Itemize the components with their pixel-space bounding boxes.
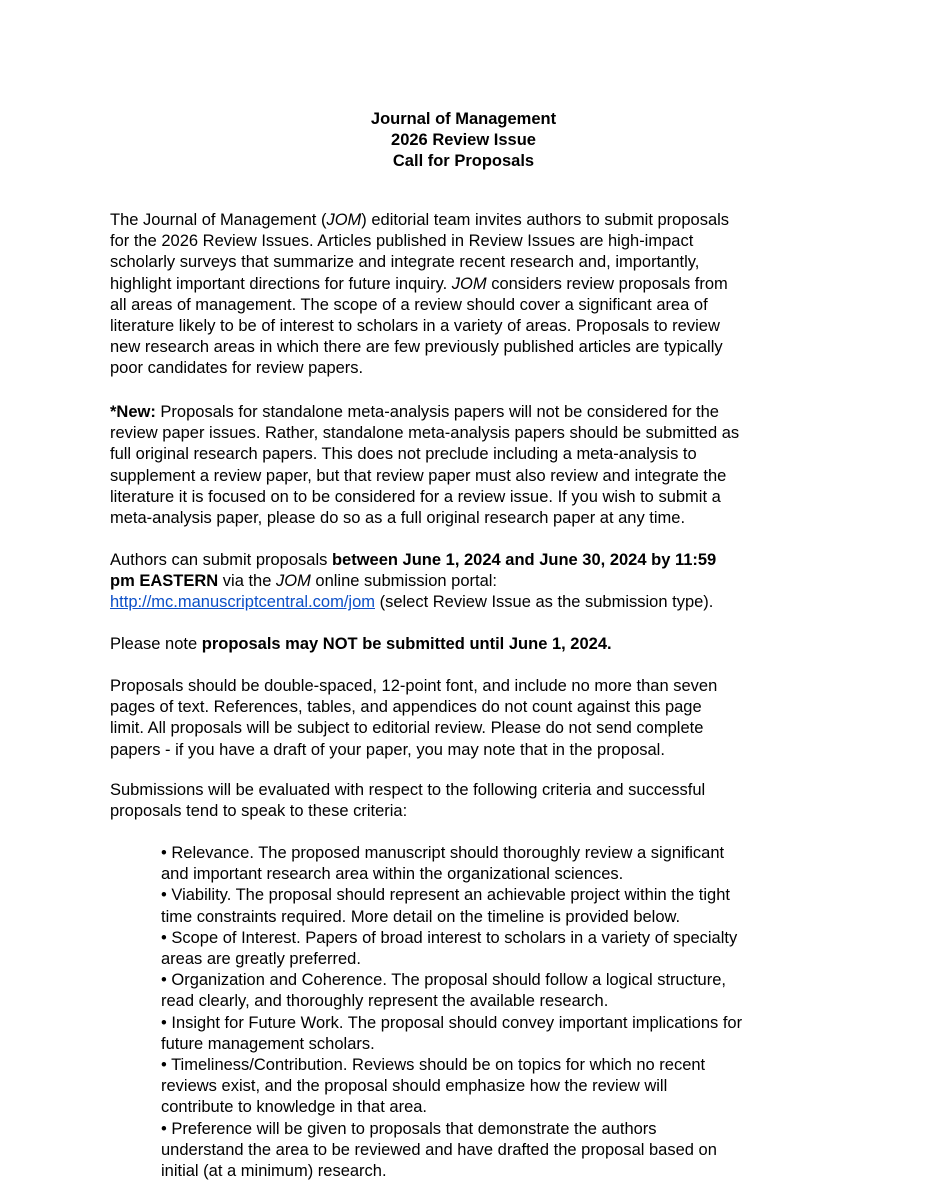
- new-label: *New:: [110, 403, 156, 421]
- format-paragraph: Proposals should be double-spaced, 12-point font, and include no more than seven pages of text. References, tables, and appendices do not count against this page limit. All proposals will be subject to editorial review. Please do not send complete papers - if you have a draft of your paper, you may note that in the proposal.: [110, 677, 718, 759]
- criteria-intro-paragraph: Submissions will be evaluated with respect to the following criteria and successful proposals tend to speak to these criteria:: [110, 781, 706, 821]
- criteria-item: • Timeliness/Contribution. Reviews should be on topics for which no recent reviews exist, and the proposal should emphasize how the review will contribute to knowledge in that area.: [161, 1056, 706, 1117]
- criteria-item: • Insight for Future Work. The proposal should convey important implications for future management scholars.: [161, 1013, 743, 1053]
- submission-paragraph: Authors can submit proposals between June 1, 2024 and June 30, 2024 by 11:59 pm EASTERN via the JOM online submission portal: http://mc.manuscriptcentral.com/jom (select Review Issue as the submission type).: [110, 551, 717, 612]
- criteria-list: [161, 843, 826, 1182]
- criteria-item: • Scope of Interest. Papers of broad interest to scholars in a variety of specialty areas are greatly preferred.: [161, 928, 738, 969]
- issue-title: 2026 Review Issue: [391, 131, 536, 149]
- criteria-item: • Relevance. The proposed manuscript should thoroughly review a significant and important research area within the organizational sciences.: [161, 844, 725, 884]
- new-note-paragraph: *New: Proposals for standalone meta-analysis papers will not be considered for the review paper issues. Rather, standalone meta-analysis papers should be submitted as full original research papers. This does not preclude including a meta-analysis to supplement a review paper, but that review paper must also review and integrate the literature it is focused on to be considered for a review issue. If you wish to submit a meta-analysis paper, please do so as a full original research paper at any time.: [110, 403, 740, 528]
- submission-portal-link[interactable]: http://mc.manuscriptcentral.com/jom: [110, 593, 375, 612]
- document-title-block: [0, 109, 927, 172]
- criteria-item: • Organization and Coherence. The proposal should follow a logical structure, read clearly, and thoroughly represent the available research.: [161, 971, 726, 1011]
- intro-paragraph: The Journal of Management (JOM) editorial team invites authors to submit proposals for the 2026 Review Issues. Articles published in Review Issues are high-impact scholarly surveys that summarize and integrate recent research and, importantly, highlight important directions for future inquiry. JOM considers review proposals from all areas of management. The scope of a review should cover a significant area of literature likely to be of interest to scholars in a variety of areas. Proposals to review new research areas in which there are few previously published articles are typically poor candidates for review papers.: [110, 211, 730, 378]
- note-paragraph: Please note proposals may NOT be submitted until June 1, 2024.: [110, 635, 612, 653]
- journal-title: Journal of Management: [370, 110, 557, 128]
- criteria-item: • Viability. The proposal should represent an achievable project within the tight time constraints required. More detail on the timeline is provided below.: [161, 886, 730, 926]
- call-title: Call for Proposals: [392, 152, 535, 170]
- criteria-item: • Preference will be given to proposals that demonstrate the authors understand the area to be reviewed and have drafted the proposal based on initial (at a minimum) research.: [161, 1119, 717, 1181]
